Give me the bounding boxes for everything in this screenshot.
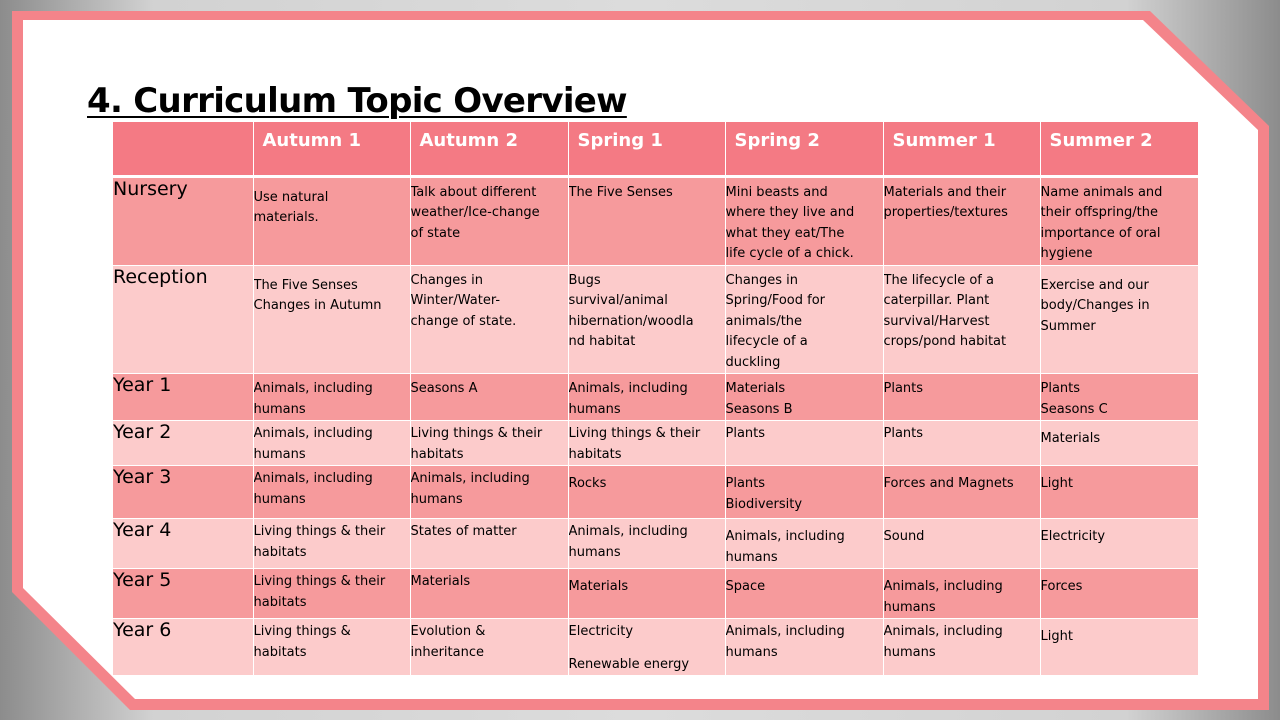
cell-text-line: hibernation/woodla <box>568 313 694 329</box>
cell-text-line: habitats <box>253 544 307 560</box>
cell-text-line: Seasons A <box>410 381 478 396</box>
cell-text-line: Electricity <box>1040 529 1106 544</box>
table-cell <box>410 466 568 519</box>
table-cell <box>253 176 410 265</box>
row-label: Reception <box>113 265 253 374</box>
cell-text-line: Materials <box>568 579 629 594</box>
table-cell <box>725 619 883 676</box>
cell-text-line: habitats <box>253 644 307 660</box>
cell-text-line: The Five Senses <box>568 184 673 200</box>
table-cell <box>568 265 725 374</box>
table-cell <box>725 466 883 519</box>
table-cell <box>883 421 1040 466</box>
cell-text-line: Spring/Food for <box>725 293 826 308</box>
cell-text-line: Summer <box>1040 318 1096 334</box>
row-label: Year 2 <box>113 421 253 466</box>
row-label: Year 1 <box>113 374 253 421</box>
table-row <box>113 421 1198 466</box>
cell-text-line: humans <box>568 401 621 417</box>
row-label: Year 6 <box>113 619 253 676</box>
table-cell <box>253 619 410 676</box>
table-cell <box>568 619 725 676</box>
cell-text-line: inheritance <box>410 644 484 660</box>
cell-text-line: Talk about different <box>410 184 537 200</box>
cell-text-line: survival/animal <box>568 293 668 308</box>
table-cell <box>410 176 568 265</box>
table-cell <box>253 421 410 466</box>
cell-text-line: humans <box>253 401 306 417</box>
table-cell <box>883 265 1040 374</box>
cell-text-line: Biodiversity <box>725 496 803 512</box>
cell-text-line: Seasons B <box>725 401 793 417</box>
cell-text-line: Renewable energy <box>568 656 690 672</box>
cell-text-line: Living things & their <box>568 426 701 441</box>
cell-text-line: States of matter <box>410 524 517 539</box>
table-cell <box>725 519 883 569</box>
cell-text-line: nd habitat <box>568 334 636 349</box>
cell-text-line: habitats <box>253 594 307 610</box>
table-cell <box>1040 176 1198 265</box>
cell-text-line: humans <box>568 544 621 560</box>
cell-text-line: their offspring/the <box>1040 205 1159 220</box>
column-header: Autumn 1 <box>253 122 410 176</box>
table-cell <box>1040 374 1198 421</box>
cell-text-line: humans <box>725 549 778 565</box>
table-cell <box>410 619 568 676</box>
cell-text-line: Plants <box>883 426 924 441</box>
column-header: Summer 1 <box>883 122 1040 176</box>
table-cell <box>883 519 1040 569</box>
column-header: Spring 1 <box>568 122 725 176</box>
row-label: Year 4 <box>113 519 253 569</box>
table-cell <box>253 569 410 619</box>
cell-text-line: humans <box>253 446 306 462</box>
cell-text-line: Living things & their <box>410 426 543 441</box>
cell-text-line: animals/the <box>725 313 803 329</box>
cell-text-line: Light <box>1040 629 1073 644</box>
table-cell <box>1040 265 1198 374</box>
cell-text-line: weather/Ice-change <box>410 205 540 220</box>
table-cell <box>1040 619 1198 676</box>
table-cell <box>1040 421 1198 466</box>
table-cell <box>253 265 410 374</box>
cell-text-line: body/Changes in <box>1040 298 1150 313</box>
table-cell <box>410 265 568 374</box>
cell-text-line: Materials <box>410 574 471 589</box>
cell-text-line: habitats <box>568 446 622 462</box>
row-label: Year 5 <box>113 569 253 619</box>
cell-text-line: humans <box>253 491 306 507</box>
cell-text-line: humans <box>883 599 936 615</box>
cell-text-line: Animals, including <box>253 381 373 396</box>
table-cell <box>883 176 1040 265</box>
table-cell <box>410 374 568 421</box>
cell-text-line: Changes in Autumn <box>253 298 382 313</box>
cell-text-line: Animals, including <box>410 471 530 486</box>
cell-text-line: Plants <box>725 426 766 441</box>
table-cell <box>883 466 1040 519</box>
cell-text-line: survival/Harvest <box>883 313 990 329</box>
column-header: Summer 2 <box>1040 122 1198 176</box>
cell-text-line: Animals, including <box>883 579 1003 594</box>
table-cell <box>883 374 1040 421</box>
table-cell <box>568 519 725 569</box>
cell-text-line: Animals, including <box>725 529 845 544</box>
cell-text-line: Plants <box>1040 381 1081 396</box>
table-cell <box>725 176 883 265</box>
cell-text-line: humans <box>725 644 778 660</box>
cell-text-line: Evolution & <box>410 624 486 639</box>
table-cell <box>1040 466 1198 519</box>
row-label: Nursery <box>113 176 253 265</box>
header-row <box>113 122 1198 176</box>
cell-text-line: caterpillar. Plant <box>883 293 990 308</box>
cell-text-line: Living things & their <box>253 524 386 539</box>
cell-text-line: Living things & their <box>253 574 386 589</box>
cell-text-line: Living things & <box>253 624 351 639</box>
table-cell <box>410 569 568 619</box>
table-row <box>113 176 1198 265</box>
cell-text-line: Plants <box>725 476 766 491</box>
table-cell <box>568 176 725 265</box>
cell-text-line: Rocks <box>568 476 607 491</box>
cell-text-line: Plants <box>883 381 924 396</box>
cell-text-line: Animals, including <box>725 624 845 639</box>
cell-text-line: The Five Senses <box>253 277 358 293</box>
cell-text-line: habitats <box>410 446 464 462</box>
cell-text-line: materials. <box>253 210 319 225</box>
cell-text-line: Space <box>725 579 766 594</box>
table-row <box>113 265 1198 374</box>
cell-text-line: what they eat/The <box>725 225 845 241</box>
cell-text-line: Materials <box>725 381 786 396</box>
table-row <box>113 466 1198 519</box>
cell-text-line: importance of oral <box>1040 225 1161 241</box>
table-row <box>113 374 1198 421</box>
cell-text-line: Changes in <box>410 272 484 288</box>
cell-text-line: properties/textures <box>883 205 1008 220</box>
cell-text-line: Use natural <box>253 189 329 205</box>
column-header: Autumn 2 <box>410 122 568 176</box>
cell-text-line: Forces and Magnets <box>883 476 1014 491</box>
header-corner <box>113 122 253 176</box>
table-cell <box>568 421 725 466</box>
table-cell <box>253 374 410 421</box>
cell-text-line: change of state. <box>410 313 517 329</box>
cell-text-line: Animals, including <box>568 524 688 539</box>
table-cell <box>253 519 410 569</box>
table-cell <box>1040 569 1198 619</box>
cell-text-line: of state <box>410 225 461 241</box>
cell-text-line: Light <box>1040 476 1073 491</box>
cell-text-line: crops/pond habitat <box>883 334 1007 349</box>
table-cell <box>253 466 410 519</box>
curriculum-table <box>113 122 1198 676</box>
table-cell <box>410 519 568 569</box>
cell-text-line: Animals, including <box>253 426 373 441</box>
table-cell <box>725 374 883 421</box>
cell-text-line: Exercise and our <box>1040 277 1149 293</box>
table-cell <box>410 421 568 466</box>
column-header: Spring 2 <box>725 122 883 176</box>
cell-text-line: Forces <box>1040 579 1083 594</box>
slide-title: 4. Curriculum Topic Overview <box>87 81 627 121</box>
cell-text-line: Winter/Water- <box>410 293 501 308</box>
cell-text-line: lifecycle of a <box>725 334 808 349</box>
cell-text-line: Animals, including <box>253 471 373 486</box>
cell-text-line: Sound <box>883 529 925 544</box>
cell-text-line: humans <box>410 491 463 507</box>
table-row <box>113 519 1198 569</box>
table-cell <box>568 466 725 519</box>
cell-text-line: humans <box>883 644 936 660</box>
cell-text-line: Materials and their <box>883 184 1007 200</box>
table-cell <box>883 619 1040 676</box>
table-cell <box>568 569 725 619</box>
cell-text-line: duckling <box>725 354 781 370</box>
cell-text-line: life cycle of a chick. <box>725 246 854 261</box>
table-cell <box>883 569 1040 619</box>
cell-text-line: Materials <box>1040 431 1101 446</box>
cell-text-line: Mini beasts and <box>725 184 828 200</box>
cell-text-line: Electricity <box>568 624 634 639</box>
table-cell <box>725 569 883 619</box>
row-label: Year 3 <box>113 466 253 519</box>
cell-text-line: Bugs <box>568 272 601 288</box>
table-row <box>113 619 1198 676</box>
cell-text-line: The lifecycle of a <box>883 272 994 288</box>
table-cell <box>725 421 883 466</box>
table-row <box>113 569 1198 619</box>
table-cell <box>568 374 725 421</box>
cell-text-line: Seasons C <box>1040 401 1108 417</box>
table-cell <box>725 265 883 374</box>
cell-text-line: where they live and <box>725 205 855 220</box>
table-cell <box>1040 519 1198 569</box>
cell-text-line: Animals, including <box>568 381 688 396</box>
cell-text-line: hygiene <box>1040 246 1093 261</box>
cell-text-line: Changes in <box>725 272 799 288</box>
cell-text-line: Animals, including <box>883 624 1003 639</box>
cell-text-line: Name animals and <box>1040 184 1163 200</box>
